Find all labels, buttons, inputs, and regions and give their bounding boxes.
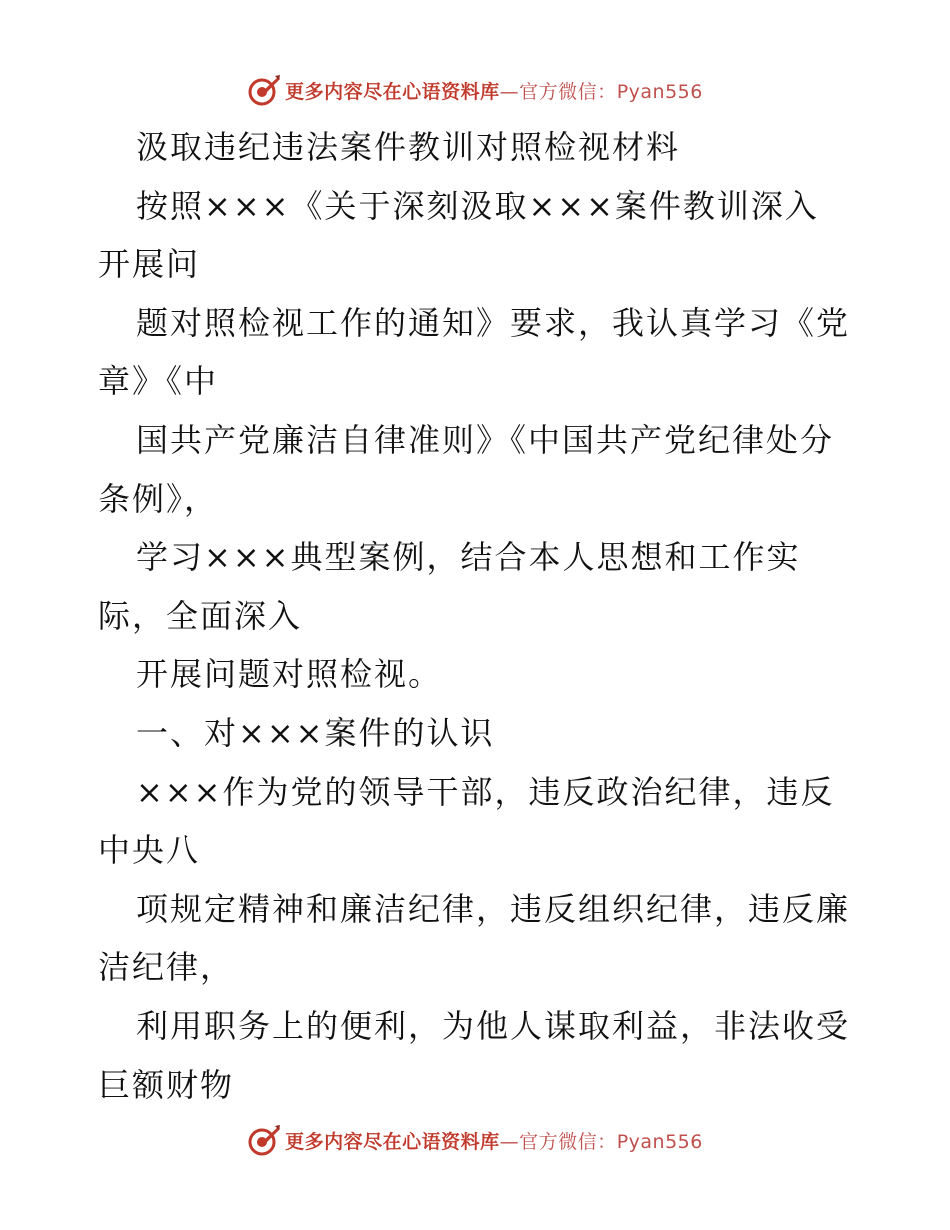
document-title: 汲取违纪违法案件教训对照检视材料: [136, 128, 681, 166]
paragraph-line: 项规定精神和廉洁纪律，违反组织纪律，违反廉: [136, 889, 851, 928]
paragraph-line: 学习×××典型案例，结合本人思想和工作实: [136, 538, 801, 577]
watermark-brand: 更多内容尽在心语资料库: [285, 1130, 500, 1153]
paragraph-line: 巨额财物: [98, 1065, 235, 1104]
watermark-separator: —官方微信：: [499, 80, 617, 103]
watermark-brand: 更多内容尽在心语资料库: [285, 80, 500, 103]
paragraph-line: 际，全面深入: [98, 596, 303, 635]
watermark-wechat-id: Pyan556: [616, 1130, 703, 1153]
paragraph-line: 洁纪律，: [98, 948, 235, 987]
paragraph-line: ×××作为党的领导干部，违反政治纪律，违反: [136, 772, 835, 811]
watermark-text: [285, 77, 703, 104]
paragraph-line: 条例》，: [98, 479, 219, 518]
paragraph-line: 利用职务上的便利，为他人谋取利益，非法收受: [136, 1006, 851, 1045]
footer-watermark: [0, 1120, 950, 1160]
paragraph-line: 题对照检视工作的通知》要求，我认真学习《党: [136, 303, 851, 342]
paragraph-line: 开展问题对照检视。: [136, 655, 443, 694]
document-body: [98, 118, 858, 1114]
paragraph-line: 国共产党廉洁自律准则》《中国共产党纪律处分: [136, 420, 835, 459]
paragraph-line: 按照×××《关于深刻汲取×××案件教训深入: [136, 186, 819, 225]
paragraph-line: 中央八: [98, 831, 201, 870]
section-heading: 一、对×××案件的认识: [136, 713, 495, 752]
header-watermark: [0, 70, 950, 110]
watermark-wechat-id: Pyan556: [616, 80, 703, 103]
brand-logo-icon: [247, 1123, 281, 1157]
watermark-separator: —官方微信：: [499, 1130, 617, 1153]
paragraph-line: 开展问: [98, 245, 201, 284]
watermark-text: [285, 1127, 703, 1154]
paragraph-line: 章》《中: [98, 362, 219, 401]
brand-logo-icon: [247, 73, 281, 107]
